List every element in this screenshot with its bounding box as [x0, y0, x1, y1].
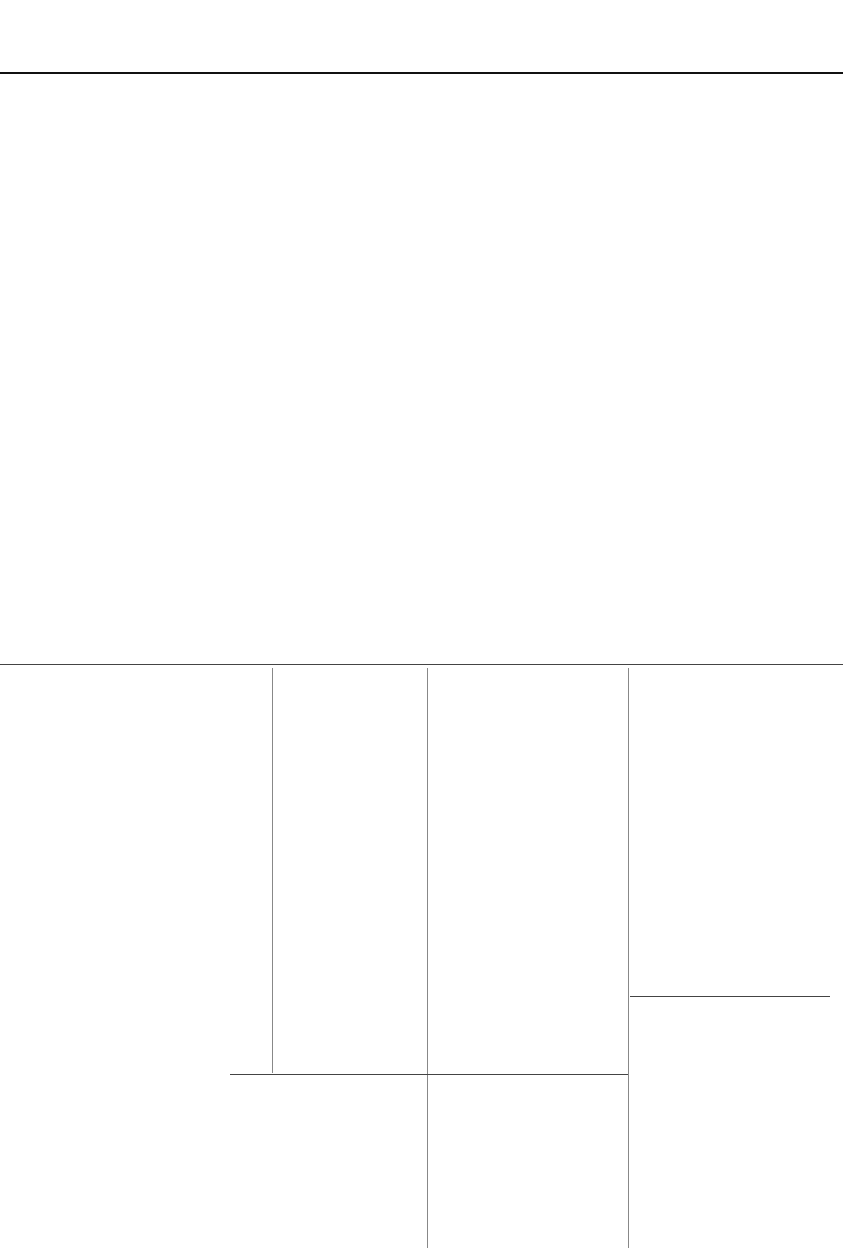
notice-controller-regulatory [630, 1000, 830, 1248]
notice-divider [230, 1074, 628, 1075]
notice-divider [630, 996, 830, 997]
header-rule [0, 72, 843, 74]
page-header [0, 0, 843, 96]
column-divider [272, 668, 273, 1073]
notice-company-regulatory [230, 1078, 426, 1248]
notice-staff-regulatory [428, 1078, 628, 1248]
column-divider [427, 668, 428, 1248]
section-divider [0, 664, 843, 665]
column-divider [628, 668, 629, 1248]
